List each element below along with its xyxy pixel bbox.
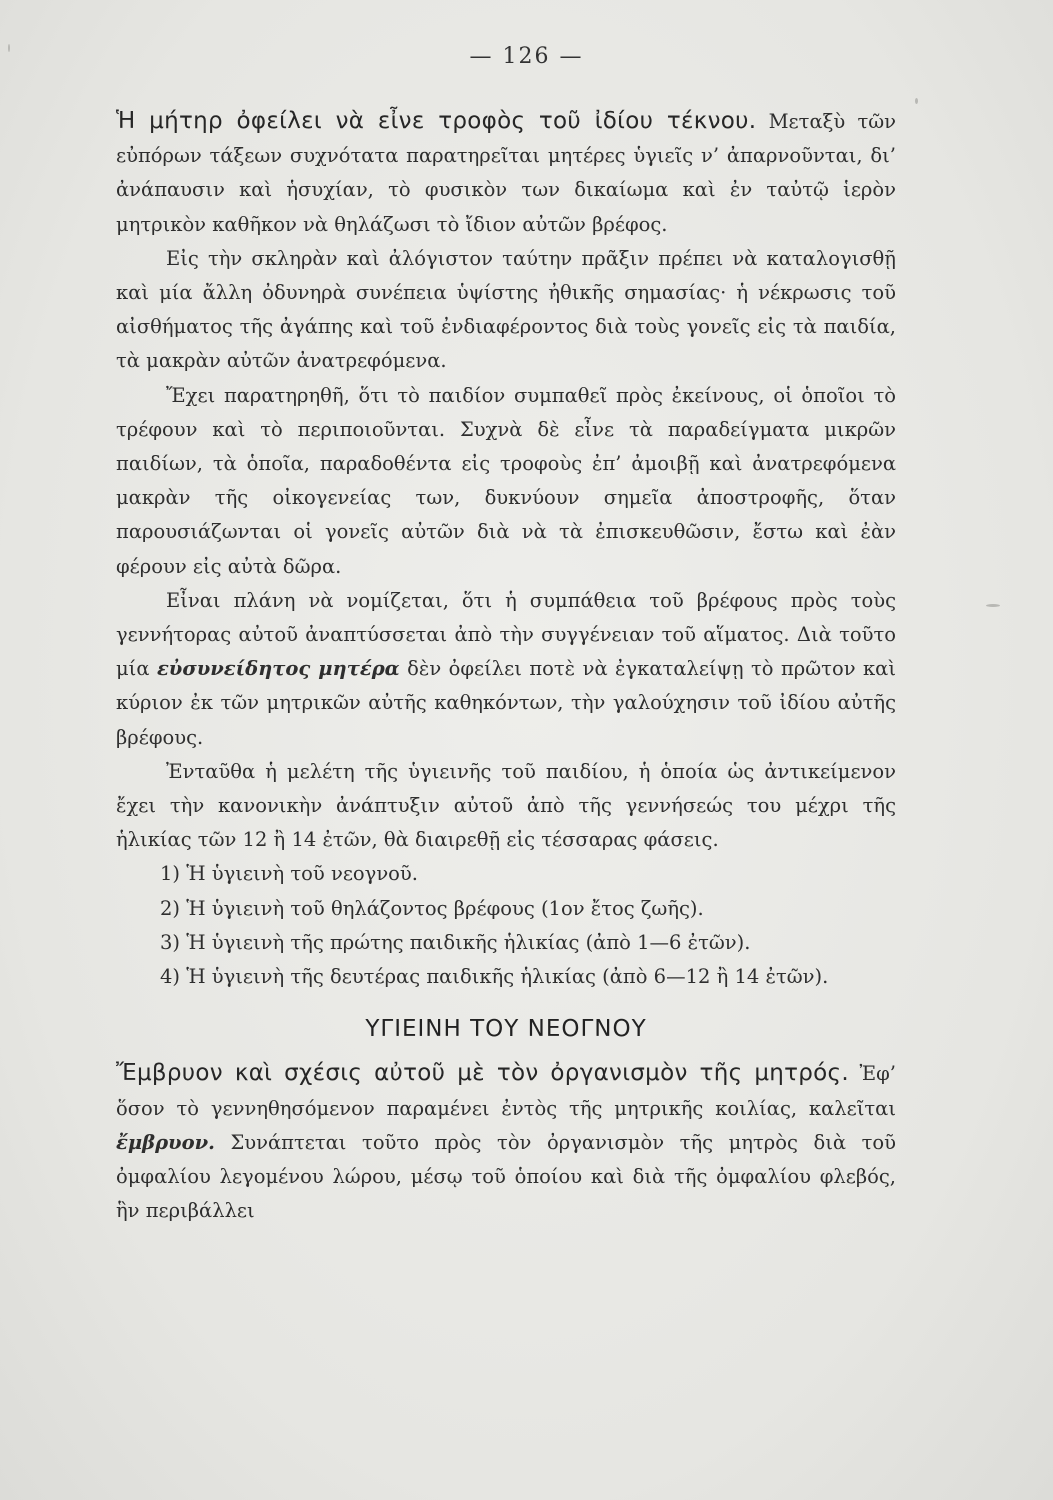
run-in-heading: Ἔμβρυον καὶ σχέσις αὐτοῦ μὲ τὸν ὀργανισμὸν τῆς μητρός.: [116, 1060, 849, 1087]
emphasis-text: ἔμβρυον.: [116, 1130, 215, 1154]
paragraph-text: Ἐφ’ ὅσον τὸ γεννηθησόμενον παραμένει ἐντὸς τῆς μητρικῆς κοιλίας, καλεῖται: [116, 1062, 896, 1120]
paragraph-phases-intro: Ἐνταῦθα ἡ μελέτη τῆς ὑγιεινῆς τοῦ παιδίου, ἡ ὁποία ὡς ἀντικείμενον ἔχει τὴν κανονικὴν ἀνάπτυξιν αὐτοῦ ἀπὸ τῆς γεννήσεώς του μέχρι τῆς ἡλικίας τῶν 12 ἢ 14 ἐτῶν, θὰ διαιρεθῇ εἰς τέσσαρας φάσεις.: [116, 759, 896, 852]
paragraph-sympathy: [116, 584, 896, 755]
emphasis-text: εὐσυνείδητος μητέρα: [156, 657, 400, 681]
phase-item: 3) Ἡ ὑγιεινὴ τῆς πρώτης παιδικῆς ἡλικίας (ἀπὸ 1—6 ἐτῶν).: [160, 930, 751, 954]
paper-speck: [915, 98, 918, 104]
phase-item: 1) Ἡ ὑγιεινὴ τοῦ νεογνοῦ.: [160, 862, 418, 886]
paragraph-embryo: [116, 1056, 896, 1228]
phase-item: 4) Ἡ ὑγιεινὴ τῆς δευτέρας παιδικῆς ἡλικίας (ἀπὸ 6—12 ἢ 14 ἐτῶν).: [160, 965, 829, 989]
paragraph-text: Εἶναι πλάνη νὰ νομίζεται, ὅτι ἡ συμπάθεια τοῦ βρέφους πρὸς τοὺς γεννήτορας αὐτοῦ ἀναπτύσσεται ἀπὸ τὴν συγγένειαν τοῦ αἵματος. Διὰ τοῦτο μία: [116, 588, 896, 681]
body-text: [116, 104, 896, 1229]
paper-speck: [8, 44, 10, 52]
paragraph-mother-nursing: [116, 104, 896, 242]
run-in-heading: Ἡ μήτηρ ὀφείλει νὰ εἶνε τροφὸς τοῦ ἰδίου τέκνου.: [116, 108, 757, 134]
page-number: — 126 —: [469, 44, 584, 69]
paragraph-text: δὲν ὀφείλει ποτὲ νὰ ἐγκαταλείψῃ τὸ πρῶτον καὶ κύριον ἐκ τῶν μητρικῶν αὐτῆς καθηκόντων, τὴν γαλούχησιν τοῦ ἰδίου αὐτῆς βρέφους.: [116, 657, 896, 749]
paragraph-text: Συνάπτεται τοῦτο πρὸς τὸν ὀργανισμὸν τῆς μητρὸς διὰ τοῦ ὀμφαλίου λεγομένου λώρου, μέσῳ τοῦ ὁποίου καὶ διὰ τῆς ὀμφαλίου φλεβός, ἣν περιβάλλει: [116, 1130, 896, 1223]
section-title: ΥΓΙΕΙΝΗ ΤΟΥ ΝΕΟΓΝΟΥ: [365, 1016, 647, 1043]
paper-speck: [986, 604, 1000, 607]
paragraph-consequence: Εἰς τὴν σκληρὰν καὶ ἀλόγιστον ταύτην πρᾶξιν πρέπει νὰ καταλογισθῇ καὶ μία ἄλλη ὀδυνηρὰ συνέπεια ὑψίστης ἠθικῆς σημασίας· ἡ νέκρωσις τοῦ αἰσθήματος τῆς ἀγάπης καὶ τοῦ ἐνδιαφέροντος διὰ τοὺς γονεῖς εἰς τὰ παιδία, τὰ μακρὰν αὐτῶν ἀνατρεφόμενα.: [116, 246, 896, 373]
phase-item: 2) Ἡ ὑγιεινὴ τοῦ θηλάζοντος βρέφους (1ον ἔτος ζωῆς).: [160, 896, 704, 920]
paragraph-observation: Ἔχει παρατηρηθῆ, ὅτι τὸ παιδίον συμπαθεῖ πρὸς ἐκείνους, οἱ ὁποῖοι τὸ τρέφουν καὶ τὸ περιποιοῦνται. Συχνὰ δὲ εἶνε τὰ παραδείγματα μικρῶν παιδίων, τὰ ὁποῖα, παραδοθέντα εἰς τροφοὺς ἐπ’ ἀμοιβῇ καὶ ἀνατρεφόμενα μακρὰν τῆς οἰκογενείας των, δυκνύουν σημεῖα ἀποστροφῆς, ὅταν παρουσιάζωνται οἱ γονεῖς αὐτῶν διὰ νὰ τὰ ἐπισκευθῶσιν, ἔστω καὶ ἐὰν φέρουν εἰς αὐτὰ δῶρα.: [116, 383, 896, 578]
paragraph-text: Μεταξὺ τῶν εὐπόρων τάξεων συχνότατα παρατηρεῖται μητέρες ὑγιεῖς ν’ ἀπαρνοῦνται, δι’ ἀνάπαυσιν καὶ ἡσυχίαν, τὸ φυσικὸν των δικαίωμα καὶ ἐν ταὐτῷ ἱερὸν μητρικὸν καθῆκον νὰ θηλάζωσι τὸ ἴδιον αὐτῶν βρέφος.: [116, 110, 896, 236]
